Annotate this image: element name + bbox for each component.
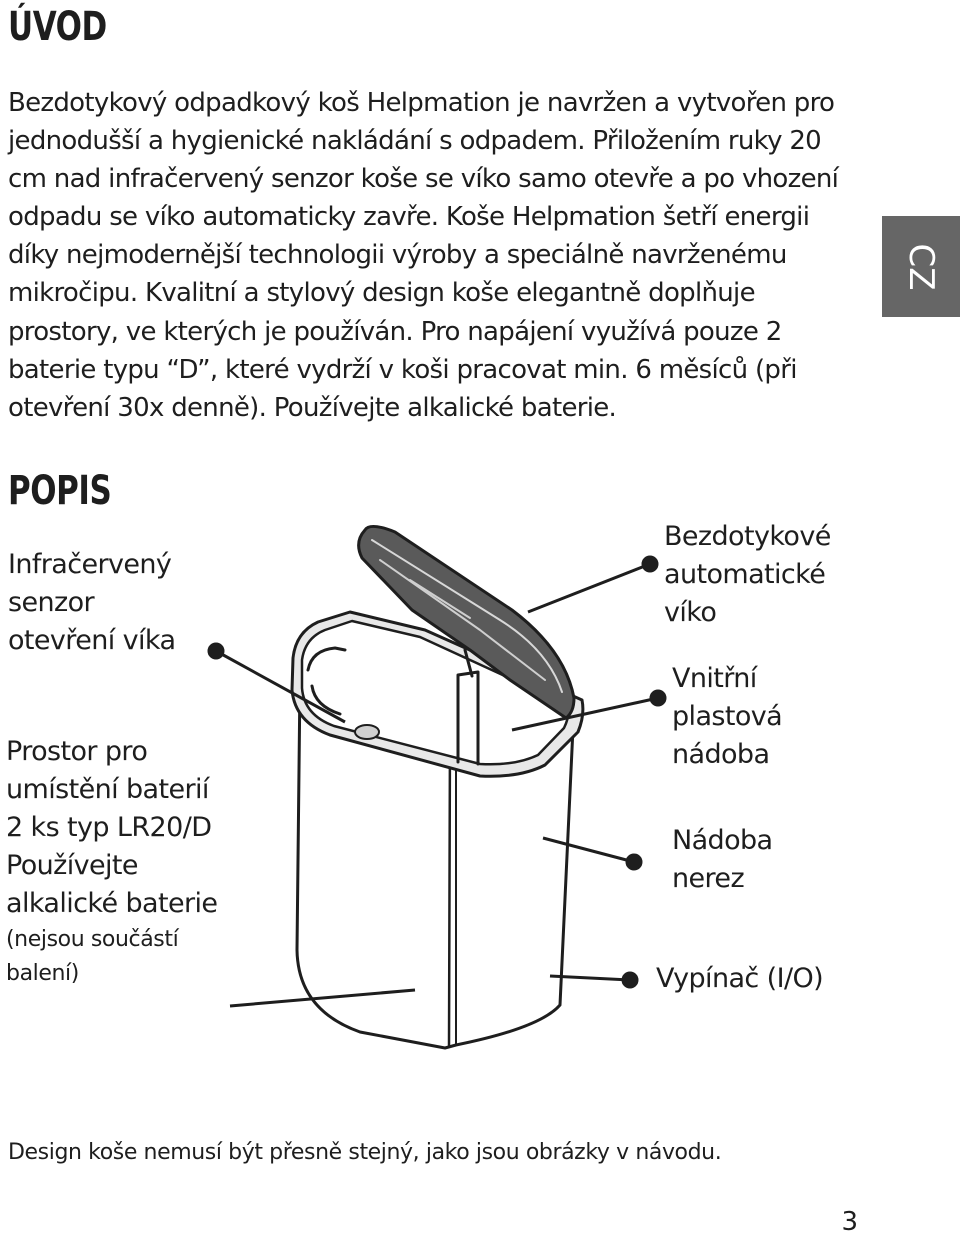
language-tab-label: CZ — [901, 242, 941, 291]
intro-paragraph: Bezdotykový odpadkový koš Helpmation je navržen a vytvořen pro jednodušší a hygienické nakládání s odpadem. Přiložením ruky 20 cm nad infračervený senzor koše se víko samo otevře a po vhození odpadu se víko automaticky zavře. Koše Helpmation šetří energii díky nejmodernější technologii výroby a speciálně navrženému mikročipu. Kvalitní a stylový design koše elegantně doplňuje prostory, ve kterých je používán. Pro napájení využívá pouze 2 baterie typu “D”, které vydrží v koši pracovat min. 6 měsíců (při otevření 30x denně). Používejte alkalické baterie. — [8, 88, 839, 423]
sensor-window — [355, 725, 379, 739]
label-infrared-sensor: Infračervený senzor otevření víka — [8, 549, 176, 656]
language-tab — [882, 216, 960, 317]
footnote: Design koše nemusí být přesně stejný, jako jsou obrázky v návodu. — [8, 1140, 722, 1165]
label-battery-compartment: Prostor pro umístění baterií 2 ks typ LR20/D Používejte alkalické baterie (nejsou součástí balení) — [6, 736, 218, 986]
description-heading: POPIS — [8, 468, 112, 514]
battery-note: (nejsou součástí — [6, 927, 179, 952]
label-power-switch: Vypínač (I/O) — [656, 963, 824, 994]
label-inner-container: Vnitřní plastová nádoba — [672, 663, 783, 770]
intro-heading: ÚVOD — [8, 4, 107, 50]
label-automatic-lid: Bezdotykové automatické víko — [664, 521, 831, 628]
page-number: 3 — [841, 1207, 858, 1237]
label-steel-container: Nádoba nerez — [672, 825, 773, 894]
